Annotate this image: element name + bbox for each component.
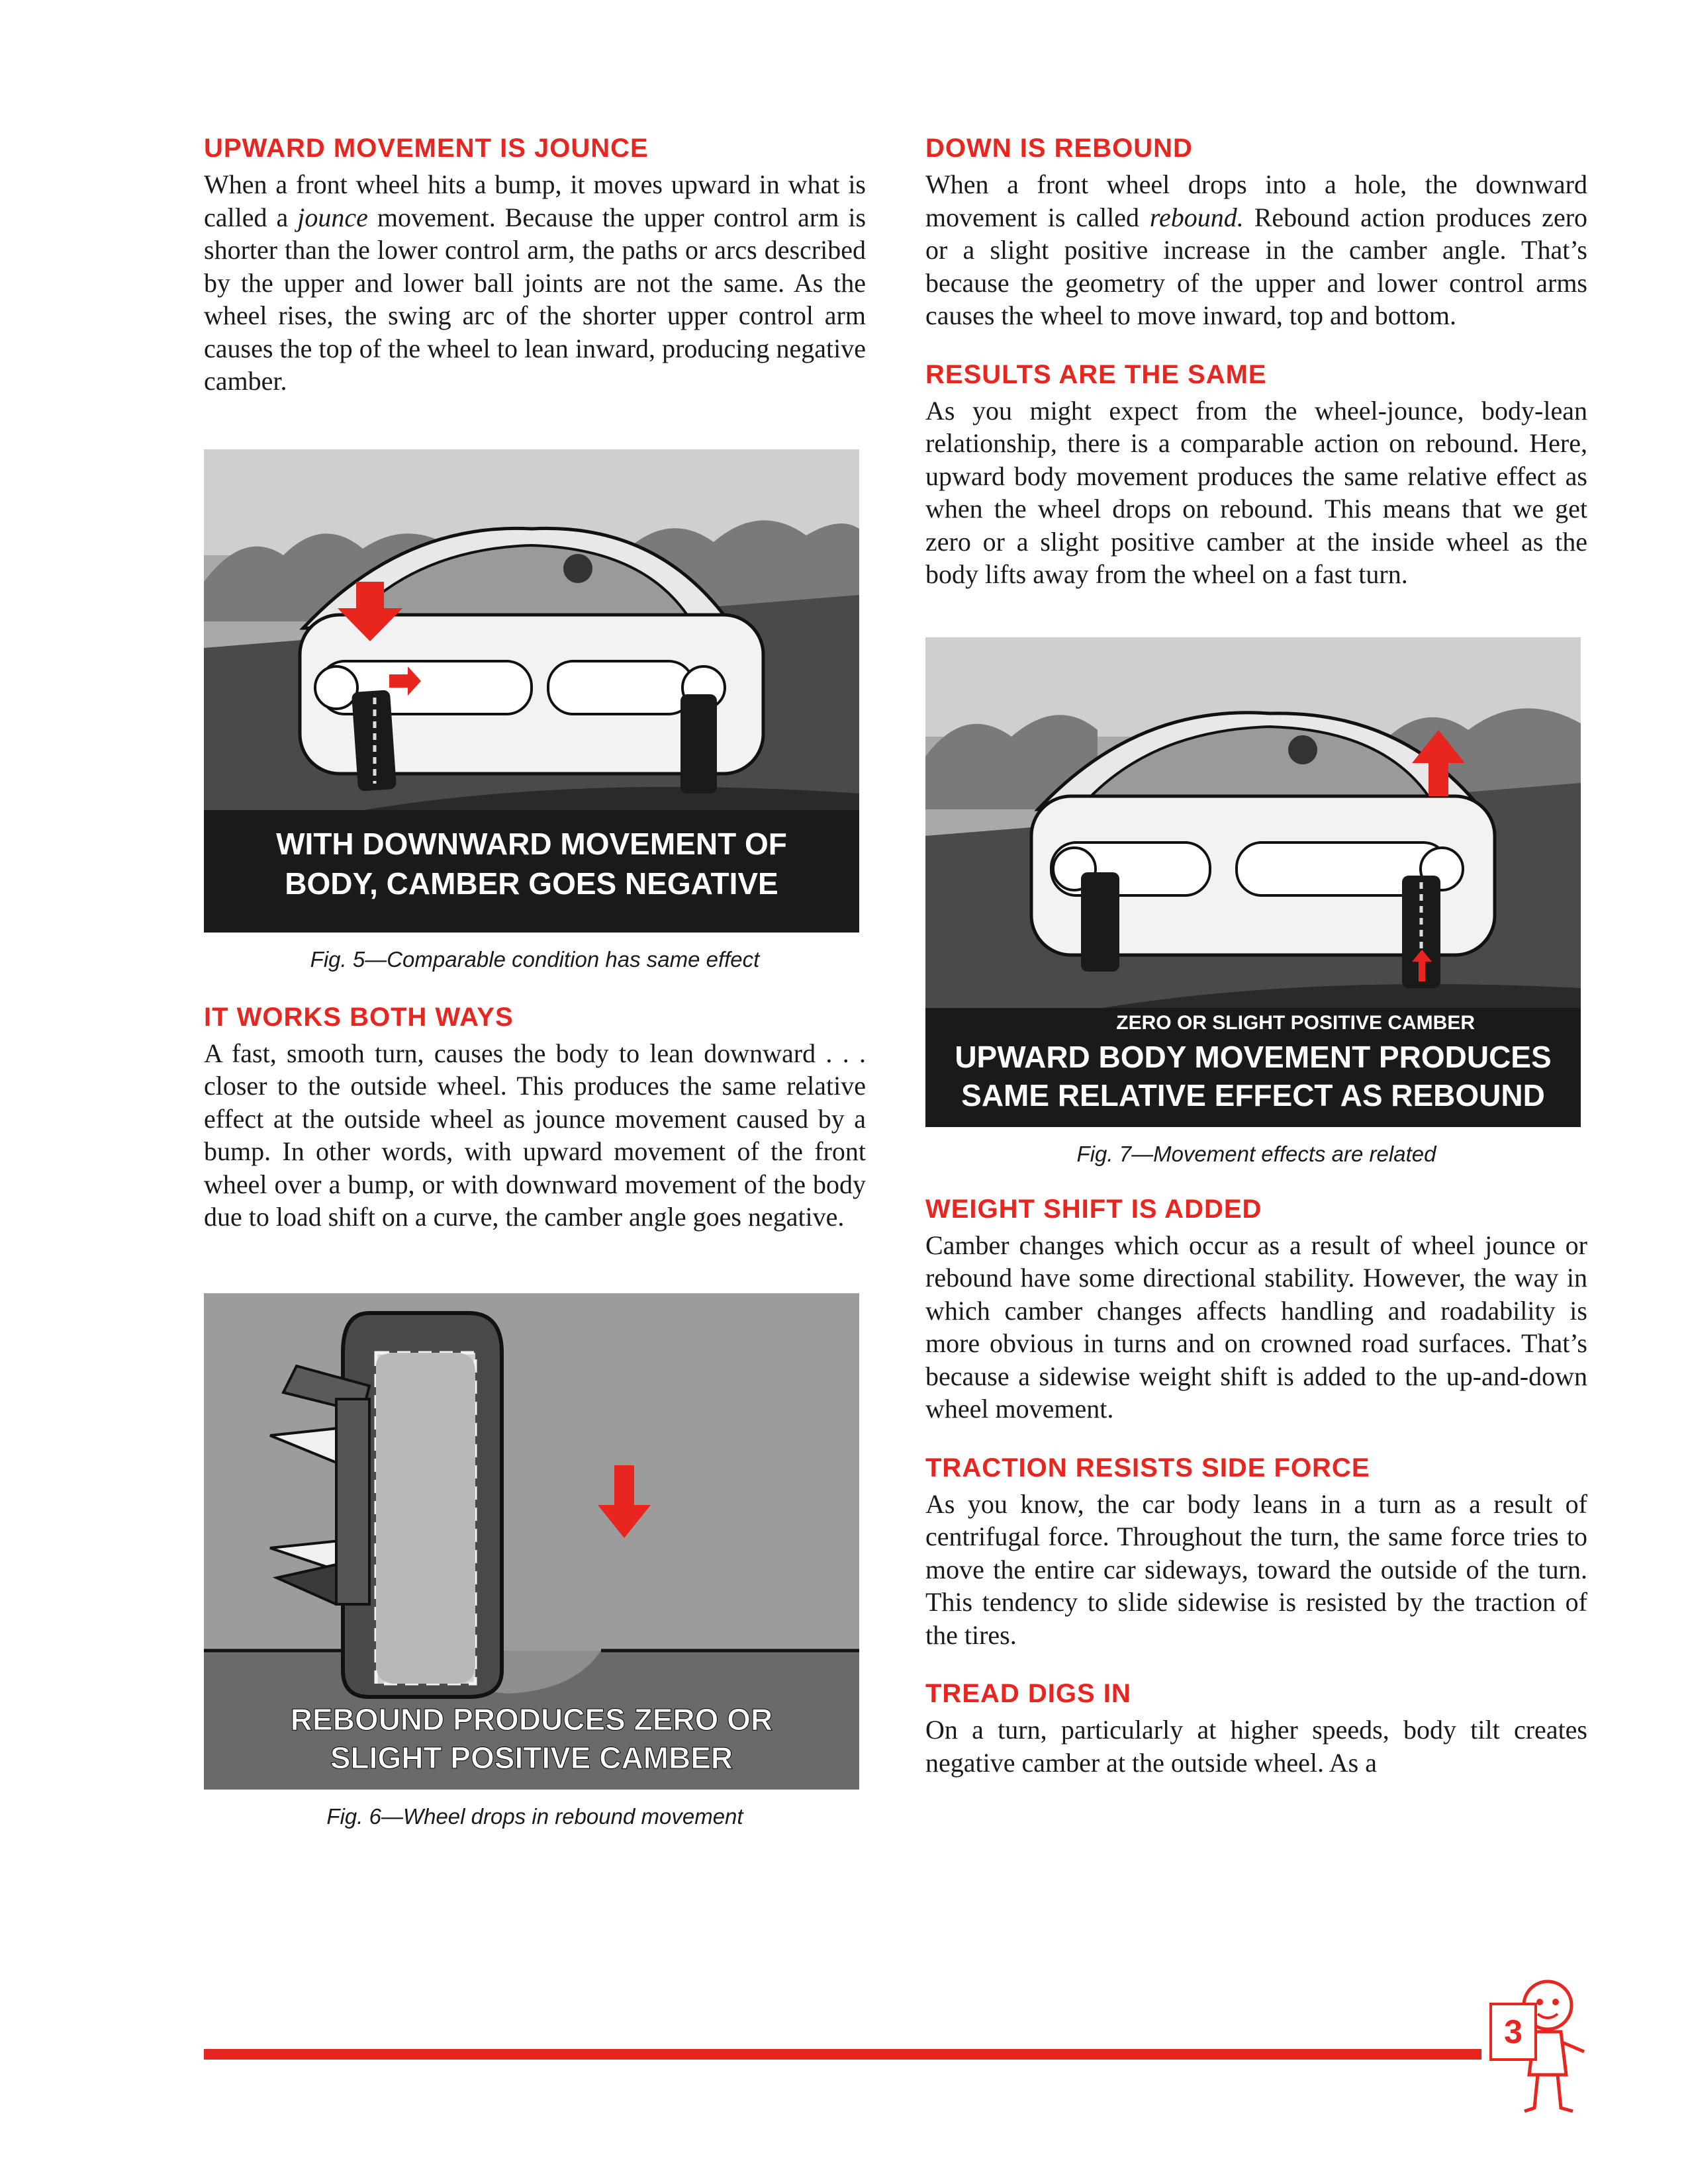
section-heading-jounce: UPWARD MOVEMENT IS JOUNCE xyxy=(204,134,649,163)
fig7-caption-line-1: UPWARD BODY MOVEMENT PRODUCES xyxy=(955,1039,1552,1074)
paragraph-tread: On a turn, particularly at higher speeds, body tilt creates negative camber at the outside wheel. As a xyxy=(925,1715,1587,1778)
figure-7-caption: Fig. 7—Movement effects are related xyxy=(1076,1141,1436,1166)
figure-6-caption: Fig. 6—Wheel drops in rebound movement xyxy=(326,1803,743,1829)
left-column xyxy=(204,132,866,1829)
page-number: 3 xyxy=(1489,2003,1537,2061)
paragraph-rebound: When a front wheel drops into a hole, the downward movement is called rebound. Rebound action produces zero or a slight positive increase in the camber angle. That’s because the geometry of the upper and lower control arms causes the wheel to move inward, top and bottom. xyxy=(925,169,1588,330)
figure-5-image xyxy=(204,449,859,933)
fig7-caption-line-2: SAME RELATIVE EFFECT AS REBOUND xyxy=(961,1077,1545,1113)
fig5-caption-line-2: BODY, CAMBER GOES NEGATIVE xyxy=(285,866,778,901)
fig7-small-label: ZERO OR SLIGHT POSITIVE CAMBER xyxy=(1116,1011,1475,1034)
section-heading-both-ways: IT WORKS BOTH WAYS xyxy=(204,1002,514,1032)
paragraph-weight-shift: Camber changes which occur as a result of wheel jounce or rebound have some directional stability. However, the way in which camber changes affects handling and roadability is more obvious in turns and on crowned road surfaces. That’s because a sidewise weight shift is added to the up-and-down wheel movement. xyxy=(925,1230,1587,1424)
paragraph-results-same: As you might expect from the wheel-jounce, body-lean relationship, there is a comparable action on rebound. Here, upward body movement produces the same relative effect as when the wheel drops on rebound. This means that we get zero or a slight positive camber at the inside wheel as the body lifts away from the wheel on a fast turn. xyxy=(925,395,1587,589)
paragraph-traction: As you know, the car body leans in a turn as a result of centrifugal force. Throughout the turn, the same force tries to move the entire car sideways, toward the outside of the turn. This tendency to slide sidewise is resisted by the traction of the tires. xyxy=(925,1488,1587,1650)
right-column xyxy=(925,132,1587,1779)
section-heading-weight-shift: WEIGHT SHIFT IS ADDED xyxy=(925,1194,1262,1224)
figure-7-image xyxy=(925,637,1581,1127)
fig6-caption-line-2: SLIGHT POSITIVE CAMBER xyxy=(330,1740,733,1775)
paragraph-both-ways: A fast, smooth turn, causes the body to lean downward . . . closer to the outside wheel. This produces the same relative effect at the outside wheel as jounce movement caused by a bump. In other words, with upward movement of the front wheel over a bump, or with downward movement of the body due to load shift on a curve, the camber angle goes negative. xyxy=(204,1038,866,1232)
figure-6-image xyxy=(204,1293,859,1790)
section-heading-tread: TREAD DIGS IN xyxy=(925,1679,1131,1708)
footer-rule xyxy=(204,2049,1481,2060)
fig5-caption-line-1: WITH DOWNWARD MOVEMENT OF xyxy=(276,826,787,861)
section-heading-rebound: DOWN IS REBOUND xyxy=(925,134,1193,163)
section-heading-traction: TRACTION RESISTS SIDE FORCE xyxy=(925,1453,1370,1482)
section-heading-results-same: RESULTS ARE THE SAME xyxy=(925,359,1267,389)
figure-5-caption: Fig. 5—Comparable condition has same effect xyxy=(310,946,760,972)
paragraph-jounce: When a front wheel hits a bump, it moves upward in what is called a jounce movement. Because the upper control arm is shorter than the lower control arm, the paths or arcs described by the upper and lower ball joints are not the same. As the wheel rises, the swing arc of the shorter upper control arm causes the top of the wheel to lean inward, producing negative camber. xyxy=(204,169,867,396)
fig6-caption-line-1: REBOUND PRODUCES ZERO OR xyxy=(290,1702,773,1737)
